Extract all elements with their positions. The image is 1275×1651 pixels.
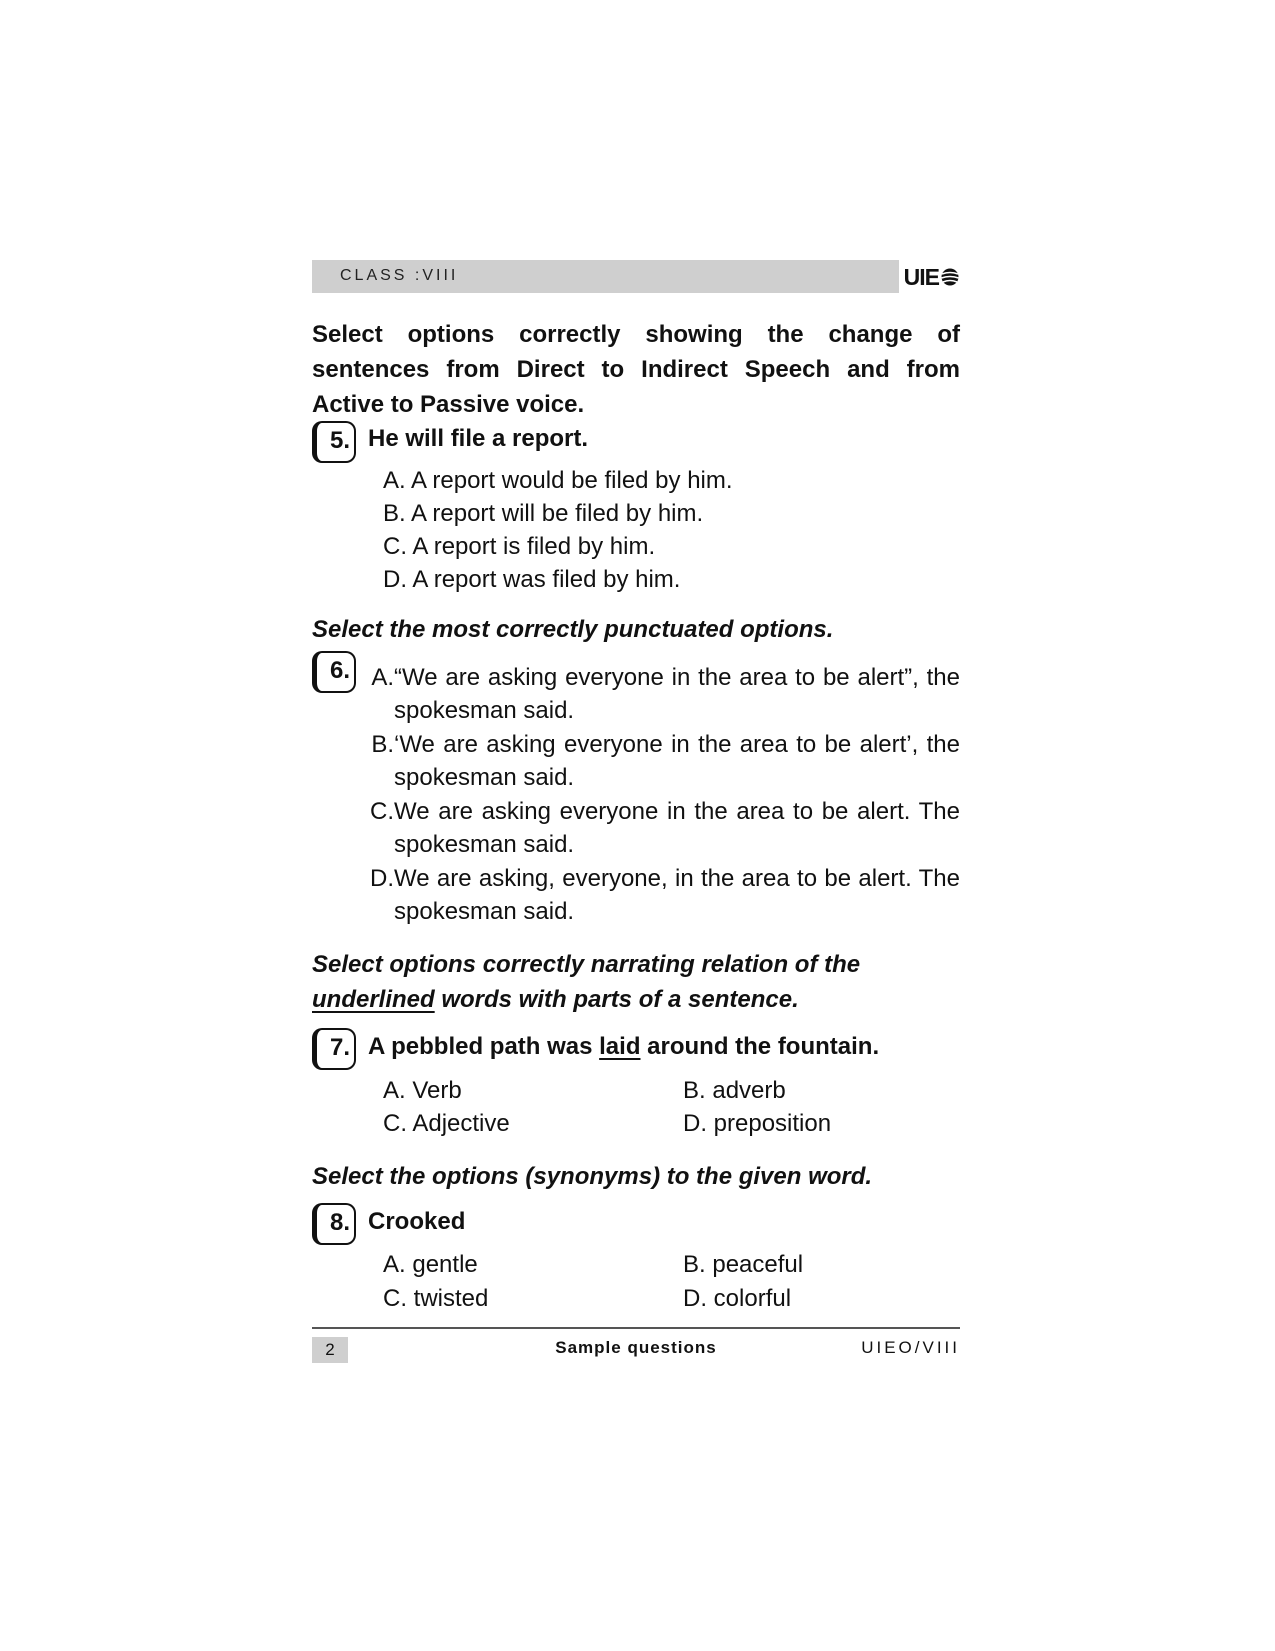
- option-8b[interactable]: B. peaceful: [683, 1251, 804, 1278]
- question-number-7: 7.: [312, 1028, 356, 1070]
- instruction-line-2: underlined words with parts of a sentence.: [312, 986, 799, 1013]
- question-number-5: 5.: [312, 421, 356, 463]
- page-number: 2: [312, 1337, 348, 1363]
- option-7a[interactable]: A. Verb: [383, 1077, 462, 1104]
- option-7b[interactable]: B. adverb: [683, 1077, 786, 1104]
- instruction-parts-of-sentence: [312, 947, 960, 1017]
- document-page: CLASS :VIII UIE Select options correctly showing the change of sentences from Direct to Indirect Speech and from Active to Passive voice. 5. He will file a report. A. A report would be filed by him. B. A report will be filed by him. C. A report is filed by him. D. A report was filed by him. Select the most correctly punctuated options. 6. A. “We are asking everyone in the area to be alert”, the spokesman said. B. ‘We are asking everyone in the area to be alert’, the spokesman said. C. We are asking everyone in the area to be alert. The spokesman said. D. We are asking, everyone, in the area to be alert. The spokesman said. Select options correctly narrating relation of the underlined words with parts of a sentence. 7. A pebbled path was laid around the fountain. A. Verb B. adverb C. Adjective D. preposition Select the options (synonyms) to the given word. 8. Crooked A. gentle B. peaceful C. twisted D. colorful 2 Sample questions UIEO/VIII: [312, 0, 960, 1651]
- underlined-laid: laid: [599, 1033, 641, 1060]
- option-8d[interactable]: D. colorful: [683, 1285, 792, 1312]
- footer-divider: [312, 1327, 960, 1329]
- option-8a[interactable]: A. gentle: [383, 1251, 478, 1278]
- question-number-8: 8.: [312, 1203, 356, 1245]
- underlined-word: underlined: [312, 986, 435, 1013]
- instruction-punctuation: Select the most correctly punctuated options.: [312, 616, 834, 643]
- footer-code: UIEO/VIII: [861, 1338, 960, 1357]
- logo-text: UIE: [903, 263, 939, 290]
- option-5a[interactable]: A. A report would be filed by him.: [383, 467, 733, 494]
- option-8c[interactable]: C. twisted: [383, 1285, 489, 1312]
- option-5c[interactable]: C. A report is filed by him.: [383, 533, 656, 560]
- option-7d[interactable]: D. preposition: [683, 1110, 832, 1137]
- option-5d[interactable]: D. A report was filed by him.: [383, 566, 681, 593]
- option-5b[interactable]: B. A report will be filed by him.: [383, 500, 704, 527]
- class-label: CLASS :VIII: [340, 267, 459, 284]
- header-bar: [312, 260, 899, 293]
- option-7c[interactable]: C. Adjective: [383, 1110, 510, 1137]
- question-7-text: A pebbled path was laid around the fountain.: [368, 1033, 880, 1060]
- page-header: [312, 260, 960, 293]
- question-number-6: 6.: [312, 651, 356, 693]
- question-5-text: He will file a report.: [368, 425, 589, 452]
- instruction-line-1: Select options correctly narrating relation of the: [312, 951, 861, 978]
- instruction-voice-speech: Select options correctly showing the change of sentences from Direct to Indirect Speech and from Active to Passive voice.: [312, 321, 960, 418]
- instruction-synonyms: Select the options (synonyms) to the given word.: [312, 1163, 873, 1190]
- question-8-text: Crooked: [368, 1208, 466, 1235]
- footer-title: Sample questions: [555, 1338, 717, 1357]
- uieo-logo: [904, 264, 960, 290]
- globe-icon: [940, 267, 960, 287]
